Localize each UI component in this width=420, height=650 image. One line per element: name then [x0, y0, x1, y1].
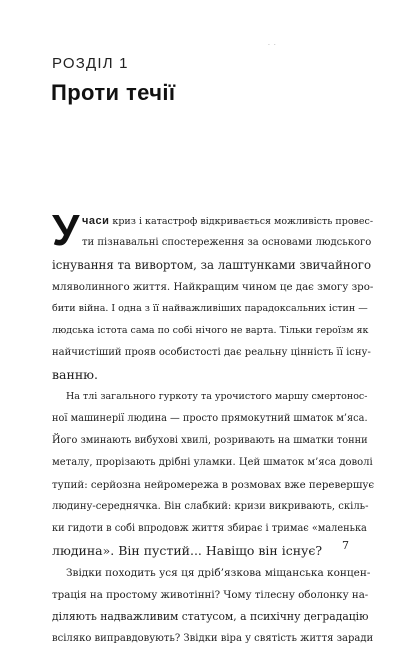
text-line: На тлі загального гуркоту та урочистого маршу смертонос-	[66, 391, 368, 402]
text-line: людська істота сама по собі нічого не варта. Тільки героїзм як	[52, 325, 369, 336]
text-line: ти пізнавальні спостереження за основами людського	[82, 237, 372, 248]
text-line	[52, 210, 374, 232]
text-line: Звідки походить уся ця дріб’язкова міщанська концен-	[66, 567, 371, 579]
text-line: трація на простому животінні? Чому тілесну оболонку на-	[52, 589, 369, 601]
text-line: тупий: серйозна нейромережа в розмовах вже перевершує	[52, 479, 374, 491]
drop-cap: У	[52, 206, 80, 255]
text-line: ки гидоти в собі впродовж життя збирає і тримає «маленька	[52, 523, 367, 534]
text-line: ванню.	[52, 367, 99, 382]
text-line: ної машинерії людина — просто прямокутний шматок м’яса.	[52, 413, 368, 424]
text-line: мляволинного життя. Найкращим чином це дає змогу зро-	[52, 281, 374, 293]
lead-caps: часи	[82, 215, 110, 227]
text-line: діляють надважливим статусом, а психічну деградацію	[52, 610, 369, 623]
text-line: металу, прорізають дрібні уламки. Цей шматок м’яса доволі	[52, 457, 373, 468]
text-line: існування та вивортом, за лаштунками звичайного	[52, 258, 372, 272]
text-line: Його зминають вибухові хвилі, розривають на шматки тонни	[52, 435, 368, 446]
chapter-title: Проти течії	[51, 80, 176, 105]
stray-mark: · ·	[268, 42, 277, 49]
text-line: людину-середнячка. Він слабкий: кризи викривають, скіль-	[52, 501, 369, 512]
page-number: 7	[342, 539, 349, 552]
chapter-label: РОЗДІЛ 1	[52, 55, 129, 72]
text-line: людина». Він пустий... Навіщо він існує?	[52, 543, 323, 558]
body-text	[52, 206, 374, 650]
text-line: бити війна. І одна з її найважливіших парадоксальних істин —	[52, 303, 368, 314]
line-text: криз і катастроф відкривається можливість провес-	[112, 216, 374, 227]
text-line: найчистіший прояв особистості дає реальну цінність її існу-	[52, 347, 371, 358]
text-line: всіляко виправдовують? Звідки віра у святість життя заради	[52, 633, 374, 644]
